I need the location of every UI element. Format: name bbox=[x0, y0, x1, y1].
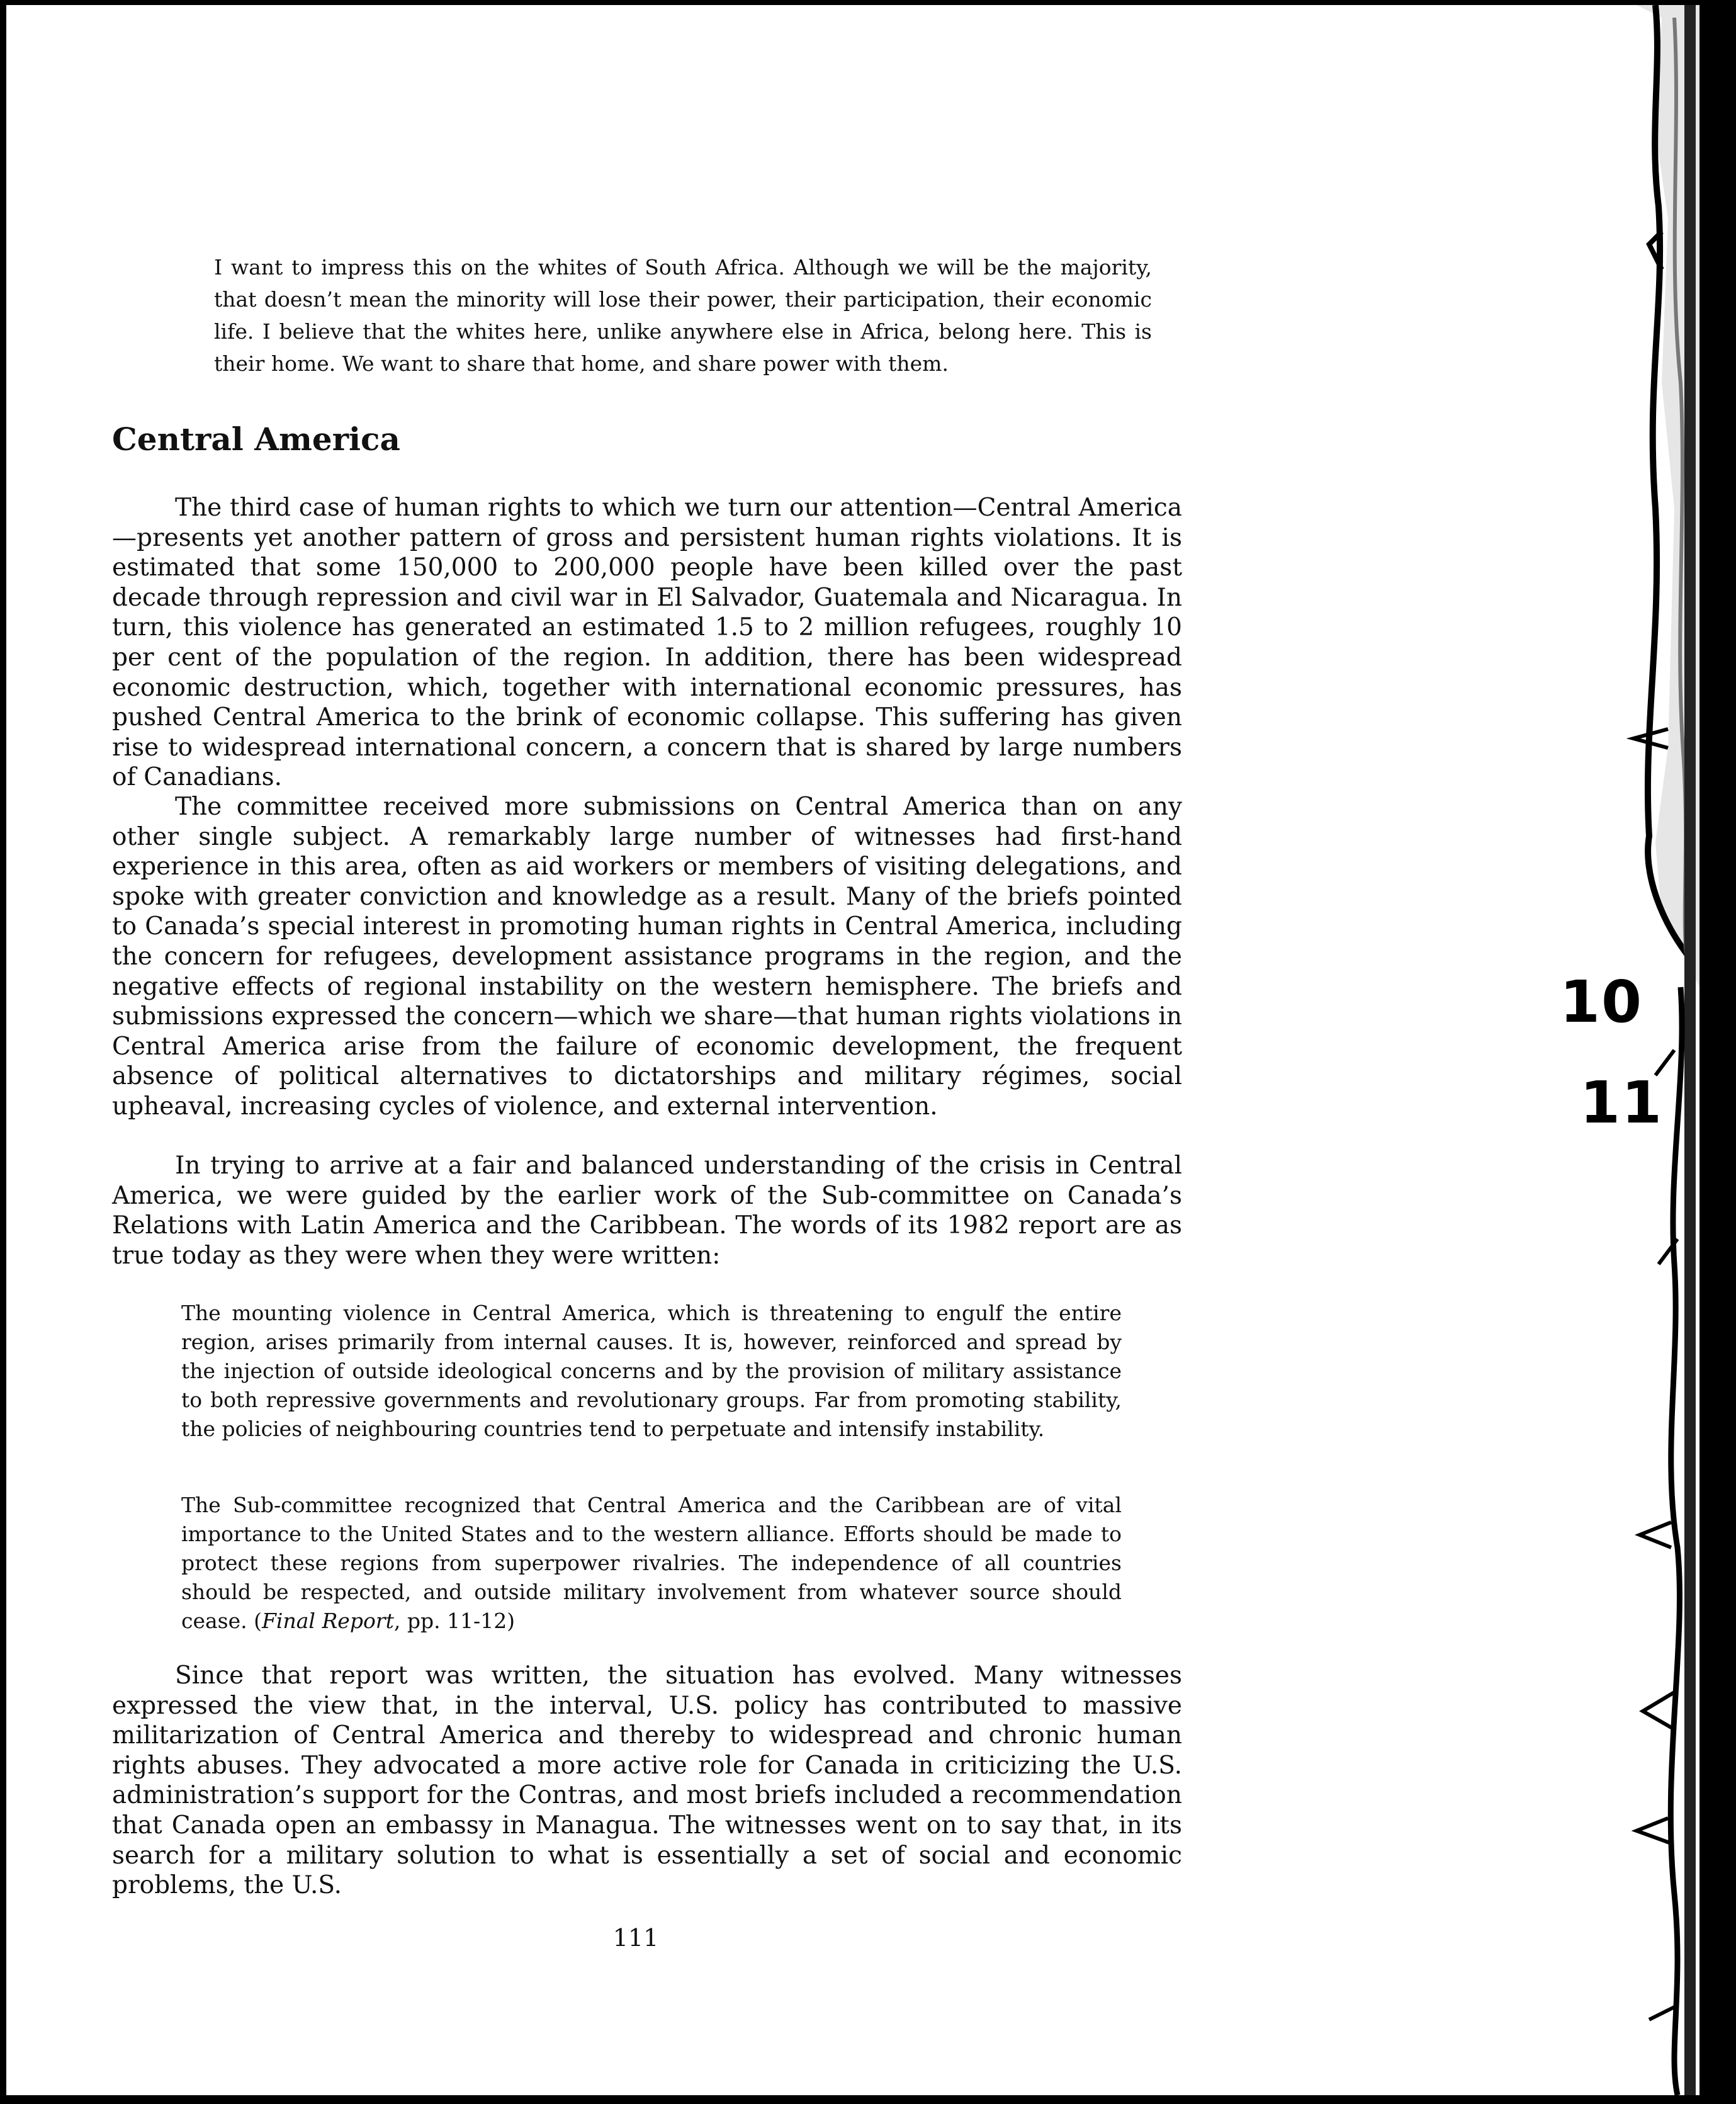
citation-suffix: , pp. 11-12) bbox=[393, 1609, 516, 1633]
section-heading: Central America bbox=[112, 421, 400, 458]
binding-edge-scan bbox=[1567, 5, 1699, 2095]
block-quote-2 bbox=[181, 1491, 1122, 1636]
citation-title: Final Report bbox=[262, 1609, 394, 1633]
block-quote-1: The mounting violence in Central America, which is threatening to engulf the entire region, arises primarily from internal causes. It is, however, reinforced and spread by the injection of outside ideological concerns and by the provision of military assistance to both repressive governments and revolutionary groups. Far from promoting stability, the policies of neighbouring countries tend to perpetuate and intensify instability. bbox=[181, 1301, 1122, 1441]
paragraph-2: The committee received more submissions on Central America than on any other single subject. A remarkably large number of witnesses had first-hand experience in this area, often as aid workers or members of visiting delegations, and spoke with greater conviction and knowledge as a result. Many of the briefs pointed to Canada’s special interest in promoting human rights in Central America, including the concern for refugees, development assistance programs in the region, and the negative effects of regional instability on the western hemisphere. The briefs and submissions expressed the concern—which we share—that human rights violations in Central America arise from the failure of economic development, the frequent absence of political alternatives to dictatorships and military régimes, social upheaval, increasing cycles of violence, and external intervention. bbox=[112, 793, 1182, 1121]
citation-prefix: ( bbox=[254, 1609, 262, 1633]
document-page bbox=[6, 5, 1699, 2095]
page-number: 111 bbox=[612, 1924, 659, 1952]
tab-marker-11: 11 bbox=[1580, 1069, 1664, 1136]
block-quote-2-text: The Sub-committee recognized that Central America and the Caribbean are of vital importance to the United States and to the western alliance. Efforts should be made to protect these regions from superpower rivalries. The independence of all countries should be respected, and outside military involvement from whatever source should cease. bbox=[181, 1493, 1122, 1633]
paragraph-1: The third case of human rights to which we turn our attention—Central America—presents yet another pattern of gross and persistent human rights violations. It is estimated that some 150,000 to 200,000 people have been killed over the past decade through repression and civil war in El Salvador, Guatemala and Nicaragua. In turn, this violence has generated an estimated 1.5 to 2 million refugees, roughly 10 per cent of the population of the region. In addition, there has been widespread economic destruction, which, together with international economic pressures, has pushed Central America to the brink of economic collapse. This suffering has given rise to widespread international concern, a concern that is shared by large numbers of Canadians. bbox=[112, 494, 1182, 792]
paragraph-4: Since that report was written, the situation has evolved. Many witnesses expressed the view that, in the interval, U.S. policy has contributed to massive militarization of Central America and thereby to widespread and chronic human rights abuses. They advocated a more active role for Canada in criticizing the U.S. administration’s support for the Contras, and most briefs included a recommendation that Canada open an embassy in Managua. The witnesses went on to say that, in its search for a military solution to what is essentially a set of social and economic problems, the U.S. bbox=[112, 1661, 1182, 1900]
paragraph-3: In trying to arrive at a fair and balanced understanding of the crisis in Central America, we were guided by the earlier work of the Sub-committee on Canada’s Relations with Latin America and the Caribbean. The words of its 1982 report are as true today as they were when they were written: bbox=[112, 1151, 1182, 1270]
tab-marker-10: 10 bbox=[1560, 968, 1643, 1036]
intro-quote: I want to impress this on the whites of South Africa. Although we will be the majority, that doesn’t mean the minority will lose their power, their participation, their economic life. I believe that the whites here, unlike anywhere else in Africa, belong here. This is their home. We want to share that home, and share power with them. bbox=[214, 255, 1152, 376]
